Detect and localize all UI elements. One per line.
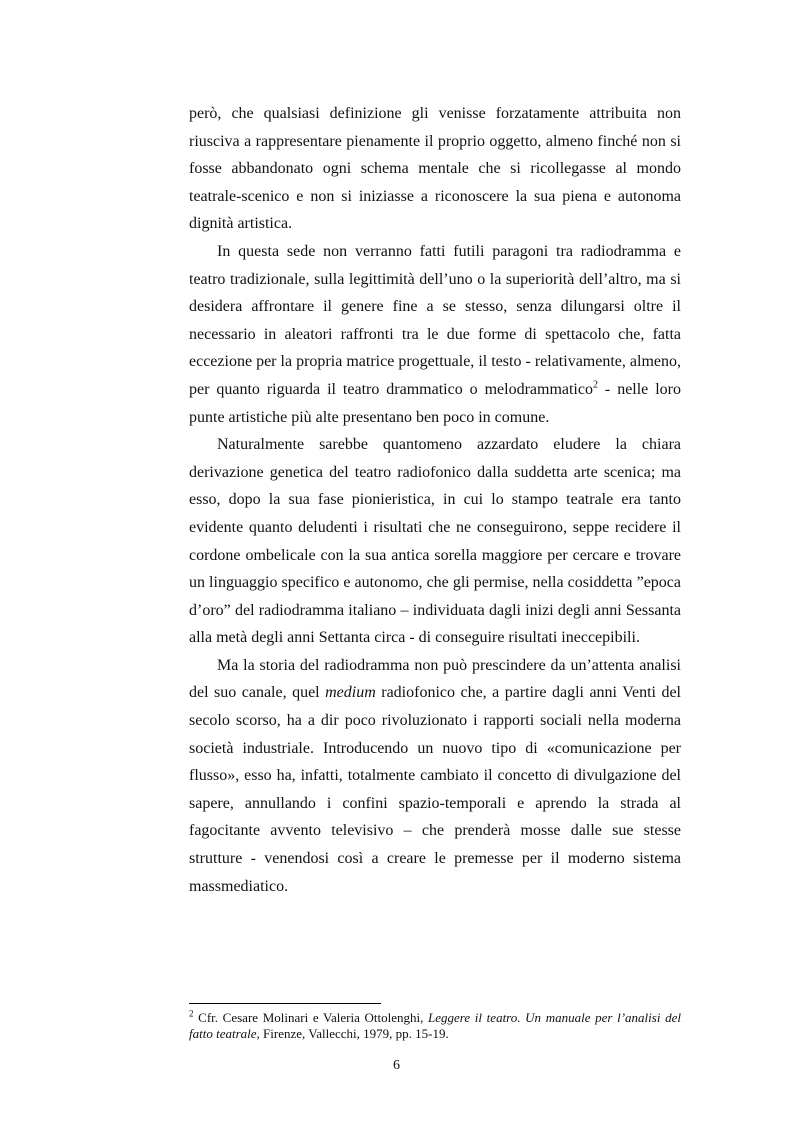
footnote-number: 2 xyxy=(189,1008,194,1019)
paragraph-2-text: In questa sede non verranno fatti futili paragoni tra radiodramma e teatro tradizionale, sulla legittimità dell’uno o la superiorità dell’altro, ma si desidera affrontare il genere fine a se stesso, senza dilungarsi oltre il necessario in aleatori raffronti tra le due forme di spettacolo che, fatta eccezione per la propria matrice progettuale, il testo - relativamente, almeno, per quanto riguarda il teatro drammatico o melodrammatico xyxy=(189,242,681,398)
paragraph-4-text: Ma la storia del radiodramma non può prescindere da un’attenta analisi del suo canale, quel xyxy=(189,656,681,702)
paragraph-4 xyxy=(189,652,681,900)
footnote-citation: , Firenze, Vallecchi, 1979, pp. 15-19. xyxy=(256,1026,449,1041)
footnote-reference[interactable]: 2 xyxy=(592,379,598,391)
paragraph-3: Naturalmente sarebbe quantomeno azzardato eludere la chiara derivazione genetica del teatro radiofonico dalla suddetta arte scenica; ma esso, dopo la sua fase pionieristica, in cui lo stampo teatrale era tanto evidente quanto deludenti i risultati che ne conseguirono, seppe recidere il cordone ombelicale con la sua antica sorella maggiore per cercare e trovare un linguaggio specifico e autonomo, che gli permise, nella cosiddetta ”epoca d’oro” del radiodramma italiano – individuata dagli inizi degli anni Sessanta alla metà degli anni Settanta circa - di conseguire risultati ineccepibili. xyxy=(189,436,681,647)
footnote-book-title: Leggere il teatro. Un manuale per l’analisi del fatto teatrale xyxy=(189,1010,681,1041)
paragraph-2 xyxy=(189,238,681,431)
page-number: 6 xyxy=(393,1058,400,1073)
emphasis-medium: medium xyxy=(325,684,376,702)
body-text xyxy=(189,100,681,900)
footnote xyxy=(189,1010,681,1042)
footnote-text: Cfr. Cesare Molinari e Valeria Ottolenghi, xyxy=(193,1010,429,1025)
footnote-separator xyxy=(189,1003,381,1004)
paragraph-4-continuation: radiofonico che, a partire dagli anni Venti del secolo scorso, ha a dir poco rivoluzionato i rapporti sociali nella moderna società industriale. Introducendo un nuovo tipo di «comunicazione per flusso», esso ha, infatti, totalmente cambiato il concetto di divulgazione del sapere, annullando i confini spazio-temporali e aprendo la strada al fagocitante avvento televisivo – che prenderà mosse dalle sue stesse strutture - venendosi così a creare le premesse per il moderno sistema massmediatico. xyxy=(189,684,682,895)
paragraph-2-continuation: - nelle loro punte artistiche più alte presentano ben poco in comune. xyxy=(189,380,681,426)
paragraph-1: però, che qualsiasi definizione gli venisse forzatamente attribuita non riusciva a rappresentare pienamente il proprio oggetto, almeno finché non si fosse abbandonato ogni schema mentale che si ricollegasse al mondo teatrale-scenico e non si iniziasse a riconoscere la sua piena e autonoma dignità artistica. xyxy=(189,105,681,233)
